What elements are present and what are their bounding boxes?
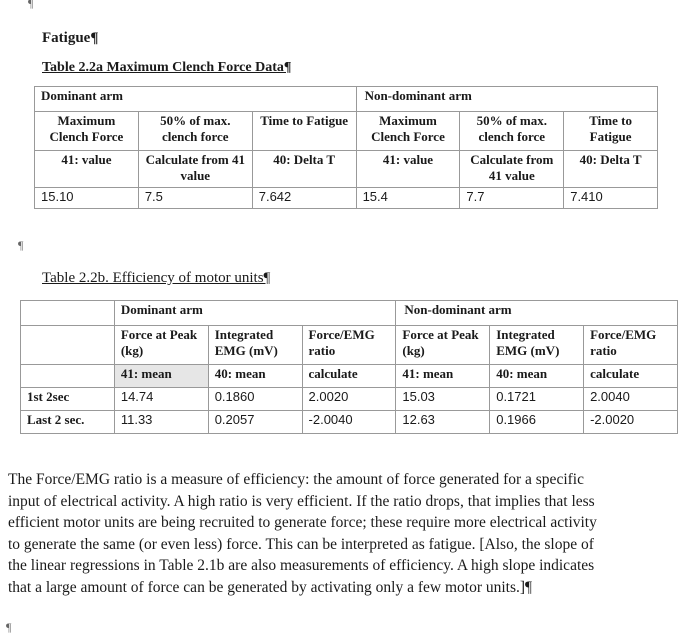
instruction-cell: Calculate from 41 value [460, 151, 564, 188]
col-header: Maximum Clench Force [35, 112, 139, 151]
table-b-caption: Table 2.2b. Efficiency of motor units¶ [42, 270, 271, 286]
row-label: 1st 2sec [21, 388, 115, 411]
paragraph-line: input of electrical activity. A high ratio is very efficient. If the ratio drops, that implies that less [8, 492, 595, 510]
value-cell: 14.74 [114, 388, 208, 411]
table-a [34, 86, 658, 209]
value-cell: 15.10 [35, 188, 139, 209]
instruction-cell: 40: mean [490, 365, 584, 388]
dominant-header: Dominant arm [35, 87, 357, 112]
col-header: Force at Peak (kg) [114, 326, 208, 365]
instruction-cell: 41: value [35, 151, 139, 188]
pilcrow-mark: ¶ [28, 0, 34, 10]
instruction-cell: calculate [584, 365, 678, 388]
paragraph-line: to generate the same (or even less) force. This can be interpreted as fatigue. [Also, the slope of [8, 535, 594, 553]
dominant-header: Dominant arm [114, 301, 396, 326]
value-cell: 0.2057 [208, 411, 302, 434]
table-row [21, 411, 678, 434]
paragraph-line: efficient motor units are being recruited to generate force; these require more electrical activity [8, 514, 597, 531]
col-header: Force/EMG ratio [584, 326, 678, 365]
col-header: Force at Peak (kg) [396, 326, 490, 365]
value-cell: 12.63 [396, 411, 490, 434]
instruction-cell: 40: Delta T [564, 151, 658, 188]
instruction-cell: calculate [302, 365, 396, 388]
col-header: Force/EMG ratio [302, 326, 396, 365]
col-header: Time to Fatigue [252, 112, 356, 151]
nondominant-header: Non-dominant arm [396, 301, 678, 326]
value-cell: 7.7 [460, 188, 564, 209]
instruction-cell: 41: value [356, 151, 460, 188]
value-cell: -2.0020 [584, 411, 678, 434]
value-cell: 11.33 [114, 411, 208, 434]
value-cell: 7.5 [138, 188, 252, 209]
col-header: Integrated EMG (mV) [208, 326, 302, 365]
value-cell: 0.1966 [490, 411, 584, 434]
explanation-paragraph [8, 469, 680, 598]
value-cell: -2.0040 [302, 411, 396, 434]
value-cell: 0.1860 [208, 388, 302, 411]
paragraph-line: the linear regressions in Table 2.1b are also measurements of efficiency. A high slope indicates [8, 557, 595, 574]
col-header: Time to Fatigue [564, 112, 658, 151]
paragraph-line: The Force/EMG ratio is a measure of efficiency: the amount of force generated for a specific [8, 471, 584, 488]
value-cell: 15.4 [356, 188, 460, 209]
value-cell: 2.0020 [302, 388, 396, 411]
table-b [20, 300, 678, 434]
pilcrow-mark: ¶ [6, 620, 12, 634]
col-header: 50% of max. clench force [460, 112, 564, 151]
instruction-cell: 41: mean [396, 365, 490, 388]
section-title: Fatigue¶ [42, 30, 99, 46]
value-cell: 0.1721 [490, 388, 584, 411]
instruction-cell: 40: mean [208, 365, 302, 388]
pilcrow-mark: ¶ [18, 238, 24, 252]
paragraph-line: that a large amount of force can be generated by activating only a few motor units.]¶ [8, 578, 533, 596]
row-label: Last 2 sec. [21, 411, 115, 434]
value-cell: 15.03 [396, 388, 490, 411]
value-cell: 2.0040 [584, 388, 678, 411]
value-cell: 7.410 [564, 188, 658, 209]
col-header: Integrated EMG (mV) [490, 326, 584, 365]
nondominant-header: Non-dominant arm [356, 87, 657, 112]
col-header: 50% of max. clench force [138, 112, 252, 151]
col-header: Maximum Clench Force [356, 112, 460, 151]
instruction-cell: 40: Delta T [252, 151, 356, 188]
instruction-cell: 41: mean [114, 365, 208, 388]
table-a-caption: Table 2.2a Maximum Clench Force Data¶ [42, 60, 292, 75]
value-cell: 7.642 [252, 188, 356, 209]
table-row [21, 388, 678, 411]
instruction-cell: Calculate from 41 value [138, 151, 252, 188]
